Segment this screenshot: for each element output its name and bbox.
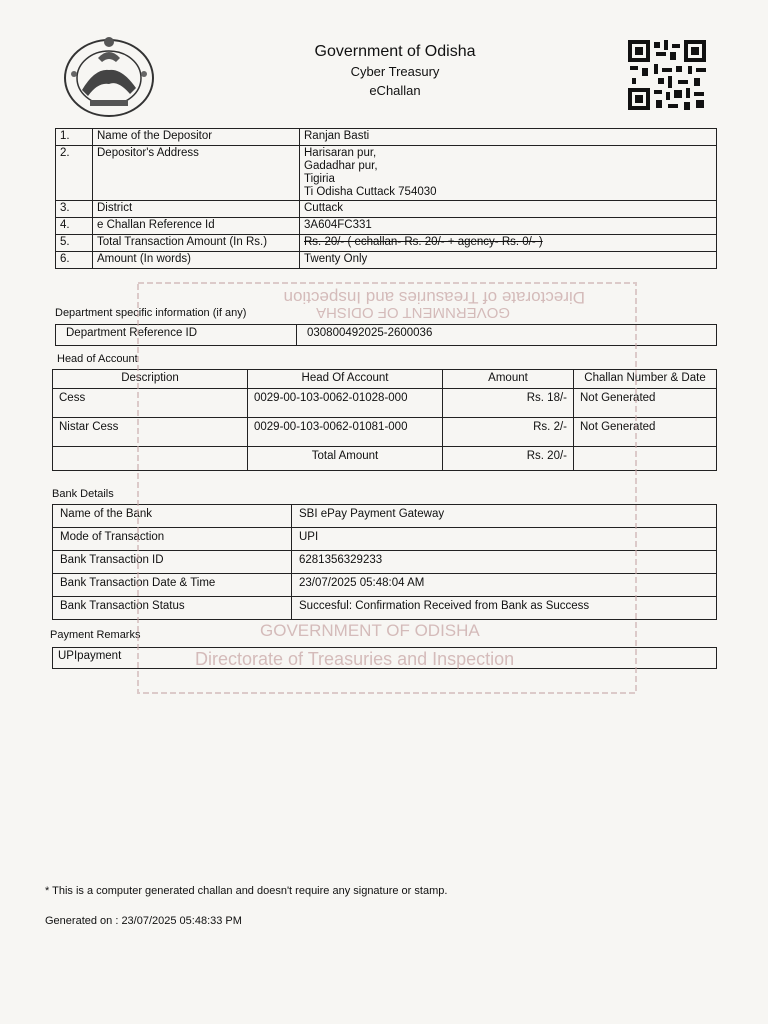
bank-label: Name of the Bank <box>53 505 292 528</box>
stamp-line-2: GOVERNMENT OF ODISHA <box>316 304 510 321</box>
department-ref-value: 030800492025-2600036 <box>297 325 717 346</box>
payment-remarks-value: UPIpayment <box>53 648 717 669</box>
row-value: Cuttack <box>300 201 717 218</box>
row-value: Twenty Only <box>300 252 717 269</box>
table-row <box>56 235 717 252</box>
head-of-account-label: Head of Account <box>57 353 138 365</box>
bank-details-table <box>52 504 717 620</box>
table-row <box>56 201 717 218</box>
challan-cell: Not Generated <box>574 389 717 418</box>
table-row <box>53 505 717 528</box>
head-of-account-cell: 0029-00-103-0062-01081-000 <box>248 418 443 447</box>
description-cell: Nistar Cess <box>53 418 248 447</box>
stamp-line-4: Directorate of Treasuries and Inspection <box>195 649 515 669</box>
challan-cell: Not Generated <box>574 418 717 447</box>
payment-remarks-label: Payment Remarks <box>50 629 141 641</box>
amount-cell: Rs. 18/- <box>443 389 574 418</box>
generated-on: Generated on : 23/07/2025 05:48:33 PM <box>45 915 242 927</box>
row-value: Ranjan Basti <box>300 129 717 146</box>
table-row <box>56 129 717 146</box>
table-row <box>53 418 717 447</box>
bank-value: 23/07/2025 05:48:04 AM <box>292 574 717 597</box>
stamp-line-3: GOVERNMENT OF ODISHA <box>260 621 480 640</box>
row-label: District <box>93 201 300 218</box>
column-header: Challan Number & Date <box>574 370 717 389</box>
row-number: 2. <box>56 146 93 201</box>
bank-value: SBI ePay Payment Gateway <box>292 505 717 528</box>
bank-section-label: Bank Details <box>52 488 114 500</box>
footer-note: * This is a computer generated challan and doesn't require any signature or stamp. <box>45 885 448 897</box>
row-label: Amount (In words) <box>93 252 300 269</box>
header-title: Government of Odisha <box>314 43 476 60</box>
total-value: Rs. 20/- <box>443 447 574 471</box>
department-section-label: Department specific information (if any) <box>55 307 247 319</box>
bank-label: Bank Transaction Date & Time <box>53 574 292 597</box>
department-ref-label: Department Reference ID <box>56 325 297 346</box>
bank-value: UPI <box>292 528 717 551</box>
bank-value: Succesful: Confirmation Received from Bank as Success <box>292 597 717 620</box>
description-cell: Cess <box>53 389 248 418</box>
head-of-account-cell: 0029-00-103-0062-01028-000 <box>248 389 443 418</box>
odisha-emblem-icon <box>60 28 158 120</box>
table-row <box>53 389 717 418</box>
head-of-account-table <box>52 369 717 471</box>
stamp-line-1: Directorate of Treasuries and Inspection <box>283 288 585 307</box>
row-label: e Challan Reference Id <box>93 218 300 235</box>
row-label: Total Transaction Amount (In Rs.) <box>93 235 300 252</box>
header-subtitle: Cyber Treasury <box>350 64 440 79</box>
row-label: Depositor's Address <box>93 146 300 201</box>
header-subtitle2: eChallan <box>369 83 421 98</box>
qr-code-icon <box>628 40 706 110</box>
table-row <box>53 597 717 620</box>
row-label: Name of the Depositor <box>93 129 300 146</box>
bank-value: 6281356329233 <box>292 551 717 574</box>
total-row <box>53 447 717 471</box>
bank-label: Bank Transaction Status <box>53 597 292 620</box>
table-row <box>56 252 717 269</box>
row-number: 3. <box>56 201 93 218</box>
bank-label: Bank Transaction ID <box>53 551 292 574</box>
table-row <box>56 325 717 346</box>
column-header: Description <box>53 370 248 389</box>
row-number: 6. <box>56 252 93 269</box>
department-table <box>55 324 717 346</box>
row-number: 4. <box>56 218 93 235</box>
depositor-table <box>55 128 717 269</box>
amount-cell: Rs. 2/- <box>443 418 574 447</box>
empty-cell <box>53 447 248 471</box>
total-label: Total Amount <box>248 447 443 471</box>
row-value: 3A604FC331 <box>300 218 717 235</box>
payment-remarks-table <box>52 647 717 669</box>
row-value: Rs. 20/- ( echallan- Rs. 20/- + agency- Rs. 0/- ) <box>300 235 717 252</box>
column-header: Amount <box>443 370 574 389</box>
empty-cell <box>574 447 717 471</box>
column-header: Head Of Account <box>248 370 443 389</box>
table-row <box>53 648 717 669</box>
table-row <box>56 146 717 201</box>
table-row <box>53 574 717 597</box>
table-row <box>53 551 717 574</box>
row-number: 1. <box>56 129 93 146</box>
table-header-row <box>53 370 717 389</box>
bank-label: Mode of Transaction <box>53 528 292 551</box>
table-row <box>53 528 717 551</box>
row-number: 5. <box>56 235 93 252</box>
header <box>280 42 510 100</box>
row-value: Harisaran pur, Gadadhar pur, Tigiria Ti Odisha Cuttack 754030 <box>300 146 717 201</box>
table-row <box>56 218 717 235</box>
